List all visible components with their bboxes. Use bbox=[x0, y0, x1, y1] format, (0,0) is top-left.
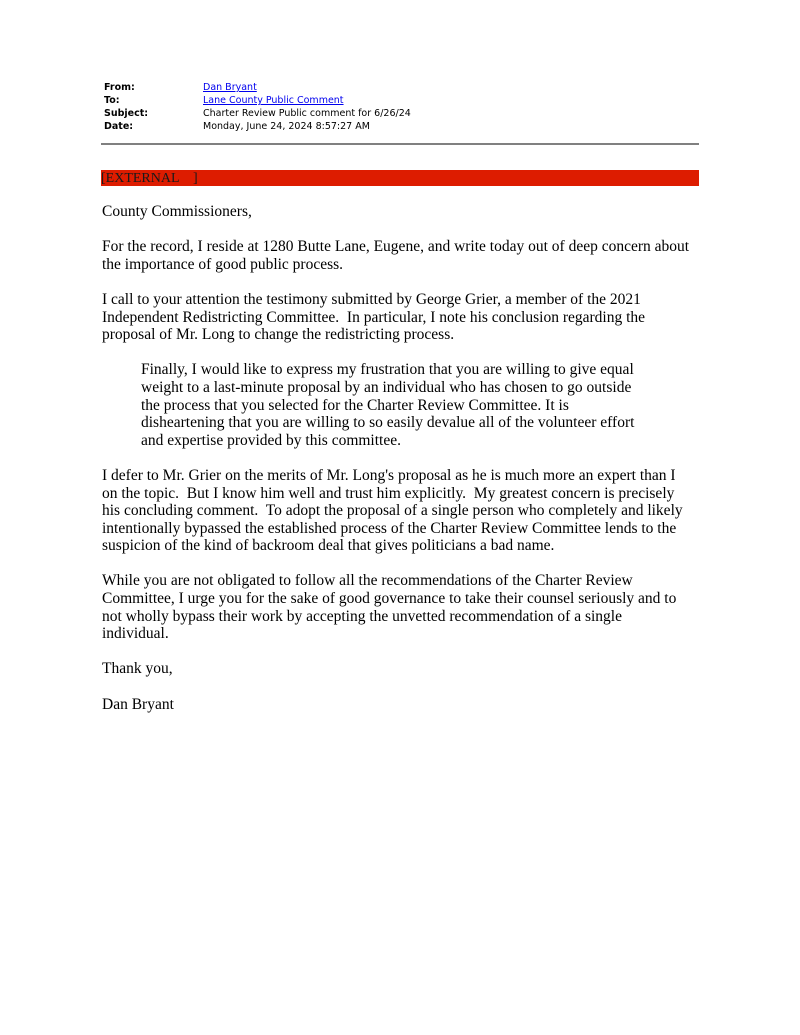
email-header bbox=[104, 81, 411, 133]
closing bbox=[102, 660, 712, 678]
paragraph-1 bbox=[102, 238, 712, 273]
text-line: suspicion of the kind of backroom deal that gives politicians a bad name. bbox=[102, 537, 555, 555]
date-label: Date: bbox=[104, 121, 134, 132]
email-body bbox=[102, 203, 712, 731]
signature bbox=[102, 696, 712, 714]
text-line: the importance of good public process. bbox=[102, 255, 344, 273]
header-divider bbox=[101, 143, 699, 145]
to-row bbox=[104, 94, 411, 107]
from-link[interactable]: Dan Bryant bbox=[203, 82, 257, 93]
text-line: individual. bbox=[102, 625, 169, 643]
text-line: Independent Redistricting Committee. In particular, I note his conclusion regarding the bbox=[102, 308, 646, 326]
text-line: Finally, I would like to express my frustration that you are willing to give equal bbox=[141, 361, 634, 379]
text-line: and expertise provided by this committee. bbox=[141, 431, 401, 449]
text-line: County Commissioners, bbox=[102, 203, 252, 220]
text-line: For the record, I reside at 1280 Butte Lane, Eugene, and write today out of deep concern about bbox=[102, 238, 690, 256]
text-line: intentionally bypassed the established process of the Charter Review Committee lends to the bbox=[102, 519, 677, 537]
subject-value: Charter Review Public comment for 6/26/24 bbox=[203, 108, 411, 119]
text-line: proposal of Mr. Long to change the redistricting process. bbox=[102, 326, 455, 344]
text-line: weight to a last-minute proposal by an individual who has chosen to go outside bbox=[141, 378, 632, 396]
text-line: I call to your attention the testimony submitted by George Grier, a member of the 2021 bbox=[102, 290, 641, 308]
to-label: To: bbox=[104, 95, 120, 106]
date-row bbox=[104, 120, 411, 133]
to-link[interactable]: Lane County Public Comment bbox=[203, 95, 344, 106]
subject-row bbox=[104, 107, 411, 120]
text-line: the process that you selected for the Charter Review Committee. It is bbox=[141, 396, 569, 414]
greeting bbox=[102, 203, 712, 221]
block-quote bbox=[141, 361, 712, 449]
from-row bbox=[104, 81, 411, 94]
text-line: Committee, I urge you for the sake of good governance to take their counsel seriously and to bbox=[102, 590, 677, 608]
paragraph-4 bbox=[102, 572, 712, 642]
text-line: his concluding comment. To adopt the proposal of a single person who completely and likely bbox=[102, 502, 683, 520]
text-line: on the topic. But I know him well and trust him explicitly. My greatest concern is precisely bbox=[102, 484, 675, 502]
text-line: Dan Bryant bbox=[102, 695, 174, 713]
subject-label: Subject: bbox=[104, 108, 149, 119]
text-line: disheartening that you are willing to so easily devalue all of the volunteer effort bbox=[141, 414, 635, 432]
paragraph-3 bbox=[102, 467, 712, 555]
paragraph-2 bbox=[102, 291, 712, 344]
text-line: While you are not obligated to follow all the recommendations of the Charter Review bbox=[102, 572, 633, 590]
text-line: not wholly bypass their work by accepting the unvetted recommendation of a single bbox=[102, 607, 622, 625]
text-line: I defer to Mr. Grier on the merits of Mr. Long's proposal as he is much more an expert than I bbox=[102, 466, 676, 484]
from-label: From: bbox=[104, 82, 135, 93]
external-banner: [EXTERNAL ] bbox=[101, 170, 699, 186]
text-line: Thank you, bbox=[102, 660, 173, 678]
date-value: Monday, June 24, 2024 8:57:27 AM bbox=[203, 121, 370, 132]
